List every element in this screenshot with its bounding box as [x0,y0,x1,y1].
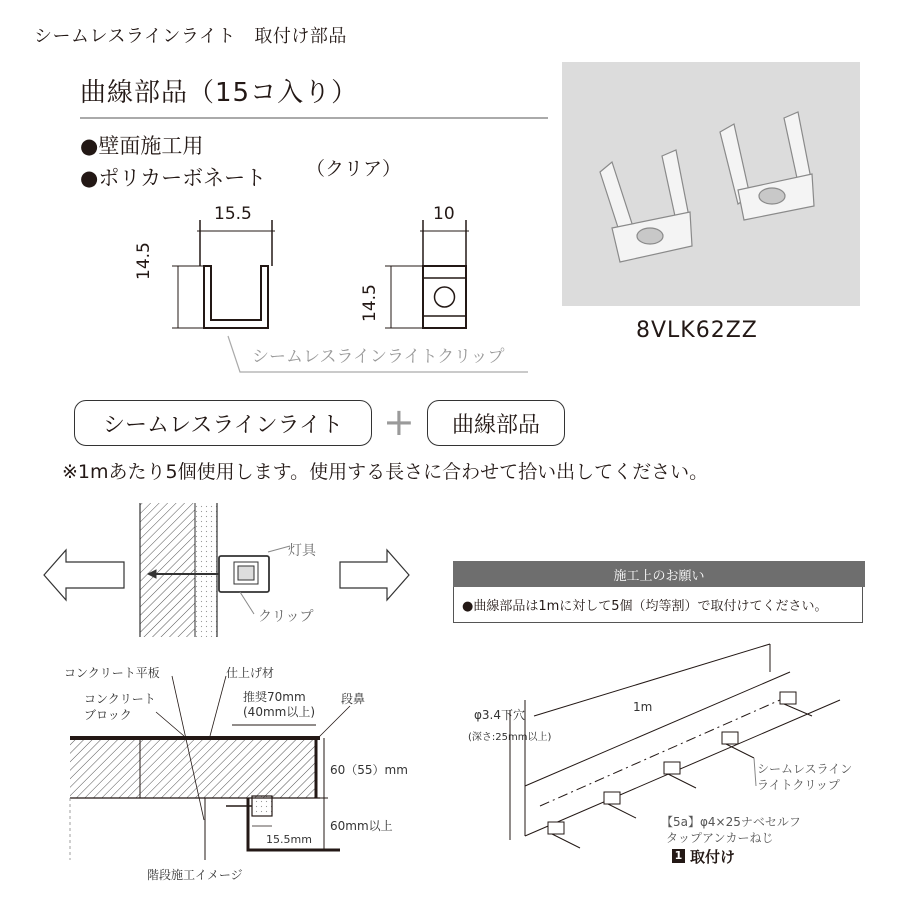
hole-label-2: (深さ:25mm以上) [468,732,552,743]
front-height-dim: 14.5 [134,242,154,280]
block-label-2: ブロック [84,708,132,722]
product-title: 曲線部品（15コ入り） [80,78,359,108]
wall-hatch [140,503,195,637]
block-label-1: コンクリート [84,692,156,706]
clip-name-1: シームレスライン [757,762,853,776]
wall-plaster [195,503,217,637]
combo-left-label: シームレスラインライト [102,412,344,438]
fixture-label: 灯具 [288,543,316,559]
clip-photo-illustration [600,112,814,262]
stair-caption: 階段施工イメージ [147,868,243,882]
clip-name-2: ライトクリップ [757,778,840,792]
length-label: 1m [633,700,653,714]
front-width-dim: 15.5 [214,204,252,224]
feature-wall: ●壁面施工用 [80,134,204,158]
step-label: 取付け [690,848,736,866]
clip-width-label: 15.5mm [266,833,312,846]
clip-front-view [172,220,275,328]
clip-label-leader [228,336,528,372]
recommend-label-2: (40mm以上) [243,705,316,719]
clip-side-view [385,220,469,328]
slab-label: コンクリート平板 [64,666,160,680]
page-header: シームレスラインライト 取付け部品 [34,26,347,47]
notice-body-text: ●曲線部品は1mに対して5個（均等割）で取付けてください。 [462,599,828,614]
clip-label: シームレスラインライトクリップ [252,347,505,367]
notice-heading-text: 施工上のお願い [613,568,705,584]
combo-right-label: 曲線部品 [451,412,540,438]
side-height-dim: 14.5 [360,284,380,322]
finish-label: 仕上げ材 [226,666,275,680]
thickness-label: 60（55）mm [330,763,408,777]
stair-diagram [70,676,350,860]
nosing-label: 段鼻 [341,692,366,706]
recommend-label-1: 推奨70mm [243,690,306,704]
screw-label-1: 【5a】φ4×25ナベセルフ [661,815,801,829]
usage-note: ※1mあたり5個使用します。使用する長さに合わせて拾い出してください。 [62,461,709,483]
feature-material-suffix: （クリア） [306,158,402,180]
feature-material: ●ポリカーボネート [80,166,267,190]
side-width-dim: 10 [433,204,455,224]
front-side-arrow-icon [340,550,409,600]
screw-label-2: タップアンカーねじ [666,831,774,845]
clip-callout-label: クリップ [258,609,314,625]
plus-icon: + [383,400,415,444]
step-number-badge: 1 [672,849,685,863]
hole-label-1: φ3.4下穴 [474,708,526,722]
wall-side-arrow-icon [44,550,124,600]
install-diagram [510,644,840,848]
min-height-label: 60mm以上 [330,819,393,833]
model-number: 8VLK62ZZ [636,318,758,343]
